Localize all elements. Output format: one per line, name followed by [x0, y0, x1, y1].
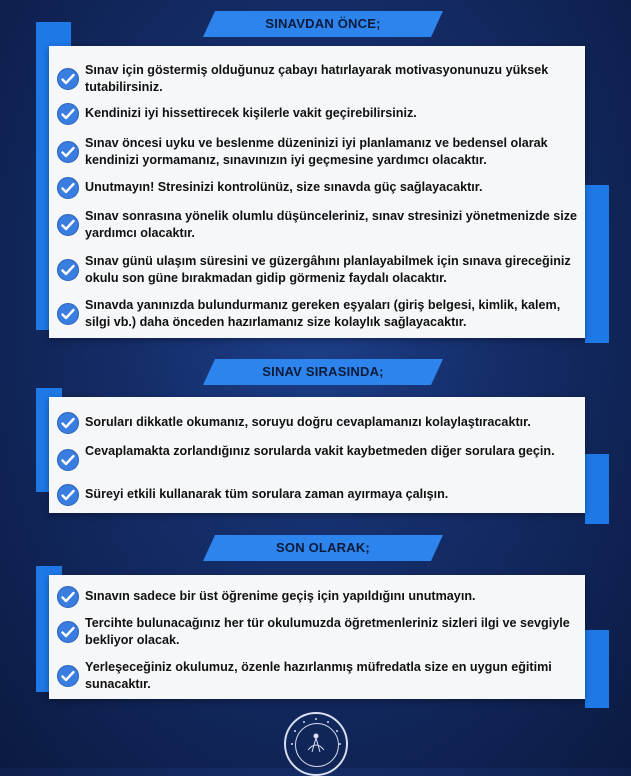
item-text: Soruları dikkatle okumanız, soruyu doğru cevaplamanızı kolaylaştıracaktır. — [85, 415, 531, 429]
section-title: SINAV SIRASINDA; — [262, 364, 384, 379]
check-icon — [57, 103, 79, 125]
check-icon — [57, 177, 79, 199]
section-banner-during — [203, 359, 443, 385]
section-title: SINAVDAN ÖNCE; — [265, 16, 381, 31]
item-text: Süreyi etkili kullanarak tüm sorulara zaman ayırmaya çalışın. — [85, 487, 449, 501]
item-text: Sınavda yanınızda bulundurmanız gereken eşyaları (giriş belgesi, kimlik, kalem, silgi vb.) daha önceden hazırlamanız size kolaylık sağlayacaktır. — [85, 298, 561, 329]
check-icon — [57, 259, 79, 281]
section-card-finally — [49, 575, 585, 699]
section-card-before — [49, 46, 585, 338]
section-card-during — [49, 397, 585, 513]
check-icon — [57, 586, 79, 608]
item-text: Sınav öncesi uyku ve beslenme düzeninizi iyi planlamanız ve bedensel olarak kendinizi yormamanız, sınavınızın iyi geçmesine yardımcı olacaktır. — [85, 136, 548, 167]
check-icon — [57, 303, 79, 325]
check-icon — [57, 449, 79, 471]
item-text: Yerleşeceğiniz okulumuz, özenle hazırlanmış müfredatla size en uygun eğitimi sunacaktır. — [85, 660, 552, 691]
section-banner-finally — [203, 535, 443, 561]
check-icon — [57, 214, 79, 236]
check-icon — [57, 412, 79, 434]
item-text: Sınav günü ulaşım süresini ve güzergâhını planlayabilmek için sınava gireceğiniz okulu son güne bırakmadan gidip görmeniz faydalı olacaktır. — [85, 254, 571, 285]
check-icon — [57, 621, 79, 643]
decor-band — [585, 454, 609, 524]
item-text: Sınav için göstermiş olduğunuz çabayı hatırlayarak motivasyonunuzu yüksek tutabilirsiniz. — [85, 63, 549, 94]
decor-band — [585, 630, 609, 708]
check-icon — [57, 141, 79, 163]
check-icon — [57, 484, 79, 506]
item-text: Kendinizi iyi hissettirecek kişilerle vakit geçirebilirsiniz. — [85, 106, 417, 120]
section-banner-before — [203, 11, 443, 37]
section-title: SON OLARAK; — [276, 540, 370, 555]
seal-emblem — [286, 714, 346, 774]
decor-band — [585, 185, 609, 343]
ministry-seal-icon — [284, 712, 348, 776]
check-icon — [57, 665, 79, 687]
item-text: Sınavın sadece bir üst öğrenime geçiş için yapıldığını unutmayın. — [85, 589, 476, 603]
item-text: Cevaplamakta zorlandığınız sorularda vakit kaybetmeden diğer sorulara geçin. — [85, 444, 555, 458]
item-text: Sınav sonrasına yönelik olumlu düşünceleriniz, sınav stresinizi yönetmenizde size yardımcı olacaktır. — [85, 209, 578, 240]
check-icon — [57, 68, 79, 90]
item-text: Tercihte bulunacağınız her tür okulumuzda öğretmenleriniz sizleri ilgi ve sevgiyle bekliyor olacak. — [85, 616, 570, 647]
item-text: Unutmayın! Stresinizi kontrolünüz, size sınavda güç sağlayacaktır. — [85, 180, 483, 194]
